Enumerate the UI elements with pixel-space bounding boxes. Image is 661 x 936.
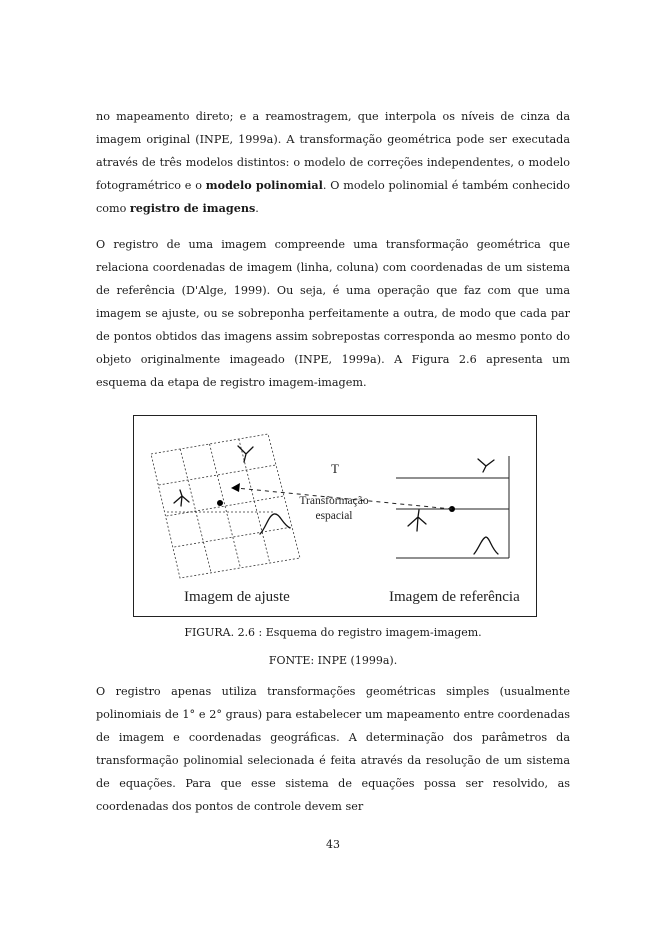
label-imagem-de-ajuste: Imagem de ajuste <box>184 589 290 605</box>
label-imagem-de-referencia: Imagem de referência <box>389 589 520 605</box>
label-espacial: espacial <box>315 510 353 522</box>
paragraph-3: O registro apenas utiliza transformações geométricas simples (usualmente polinomiais de 1° e 2° graus) para estabelecer um mapeamento entre coordenadas de imagem e coordenadas geográficas. A determinação dos parâmetros da transformação polinomial selecionada é feita através da resolução de um sistema de equações. Para que esse sistema de equações possa ser resolvido, as coordenadas dos pontos de controle devem ser <box>96 685 570 813</box>
paragraph-1-text-c: . <box>255 202 259 215</box>
paragraph-1-text-a: no mapeamento direto; e a reamostragem, que interpola os níveis de cinza da imagem original (INPE, 1999a). A transformação geométrica pode ser executada através de três modelos distintos: o modelo de correções independentes, o modelo fotogramétrico e o <box>96 110 570 192</box>
figure-source: FONTE: INPE (1999a). <box>268 654 398 667</box>
paragraph-1-text-b: . O modelo polinomial é também conhecido como <box>96 179 570 215</box>
transform-arrowhead <box>231 483 240 492</box>
adjust-image-grid <box>151 434 300 578</box>
paragraph-2: O registro de uma imagem compreende uma transformação geométrica que relaciona coordenadas de imagem (linha, coluna) com coordenadas de um sistema de referência (D'Alge, 1999). Ou seja, é uma operação que faz com que uma imagem se ajuste, ou se sobreponha perfeitamente a outra, de modo que cada par de pontos obtidos das imagens assim sobrepostas corresponda ao mesmo ponto do objeto originalmente imageado (INPE, 1999a). A Figura 2.6 apresenta um esquema da etapa de registro imagem-imagem. <box>96 238 570 389</box>
control-point-adjust <box>217 500 223 506</box>
term-registro-de-imagens: registro de imagens <box>129 201 256 215</box>
term-modelo-polinomial: modelo polinomial <box>205 178 323 192</box>
figure-caption: FIGURA. 2.6 : Esquema do registro imagem-imagem. <box>184 626 482 639</box>
label-t: T <box>331 461 339 476</box>
paragraph-1 <box>96 105 570 220</box>
figure-registro-diagram <box>133 415 537 617</box>
label-transformacao: Transformação <box>299 495 369 507</box>
page-number: 43 <box>326 838 340 851</box>
label-transformacao-espacial <box>289 494 379 524</box>
